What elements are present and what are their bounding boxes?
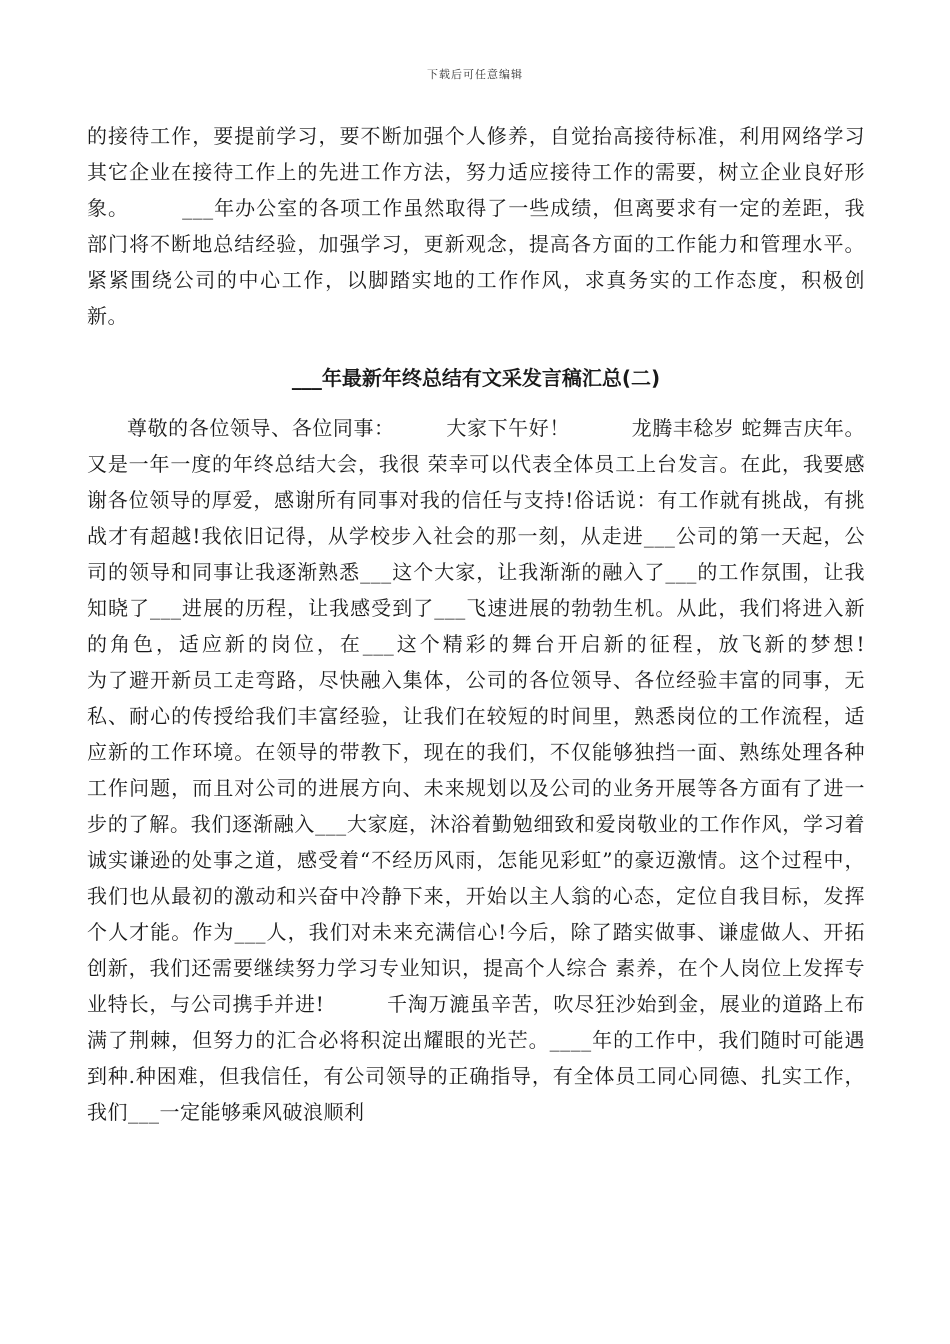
speech-section — [87, 410, 927, 1130]
section-title: ___年最新年终总结有文采发言稿汇总(二) — [291, 366, 661, 390]
page-header-note: 下载后可任意编辑 — [427, 68, 523, 81]
intro-paragraph: 的接待工作，要提前学习，要不断加强个人修养，自觉抬高接待标准，利用网络学习其它企业在接待工作上的先进工作方法，努力适应接待工作的需要，树立企业良好形象。 ___年办公室的各项工作虽然取得了一些成绩，但离要求有一定的差距，我部门将不断地总结经验，加强学习，更新观念，提高各方面的工作能力和管理水平。紧紧围绕公司的中心工作，以脚踏实地的工作作风，求真务实的工作态度，积极创新。 — [87, 124, 865, 328]
document-body — [87, 118, 927, 1130]
speech-paragraph: 尊敬的各位领导、各位同事： 大家下午好！ 龙腾丰稔岁 蛇舞吉庆年。又是一年一度的年终总结大会，我很 荣幸可以代表全体员工上台发言。在此，我要感谢各位领导的厚爱，感谢所有同事对我的信任与支持!俗话说：有工作就有挑战，有挑战才有超越!我依旧记得，从学校步入社会的那一刻，从走进___公司的第一天起，公司的领导和同事让我逐渐熟悉___这个大家，让我渐渐的融入了___的工作氛围，让我知晓了___进展的历程，让我感受到了___飞速进展的勃勃生机。从此，我们将进入新的角色，适应新的岗位，在___这个精彩的舞台开启新的征程，放飞新的梦想! 为了避开新员工走弯路，尽快融入集体，公司的各位领导、各位经验丰富的同事，无私、耐心的传授给我们丰富经验，让我们在较短的时间里，熟悉岗位的工作流程，适应新的工作环境。在领导的带教下，现在的我们，不仅能够独挡一面、熟练处理各种工作问题，而且对公司的进展方向、未来规划以及公司的业务开展等各方面有了进一步的了解。我们逐渐融入___大家庭，沐浴着勤勉细致和爱岗敬业的工作作风，学习着诚实谦逊的处事之道，感受着“不经历风雨，怎能见彩虹”的豪迈激情。这个过程中，我们也从最初的激动和兴奋中冷静下来，开始以主人翁的心态，定位自我目标，发挥个人才能。作为___人，我们对未来充满信心!今后，除了踏实做事、谦虚做人、开拓创新，我们还需要继续努力学习专业知识，提高个人综合 素养，在个人岗位上发挥专业特长，与公司携手并进! 千淘万漉虽辛苦，吹尽狂沙始到金，展业的道路上布满了荆棘，但努力的汇合必将积淀出耀眼的光芒。____年的工作中，我们随时可能遇到种.种困难，但我信任，有公司领导的正确指导，有全体员工同心同德、扎实工作，我们___一定能够乘风破浪顺利 — [87, 416, 927, 1124]
